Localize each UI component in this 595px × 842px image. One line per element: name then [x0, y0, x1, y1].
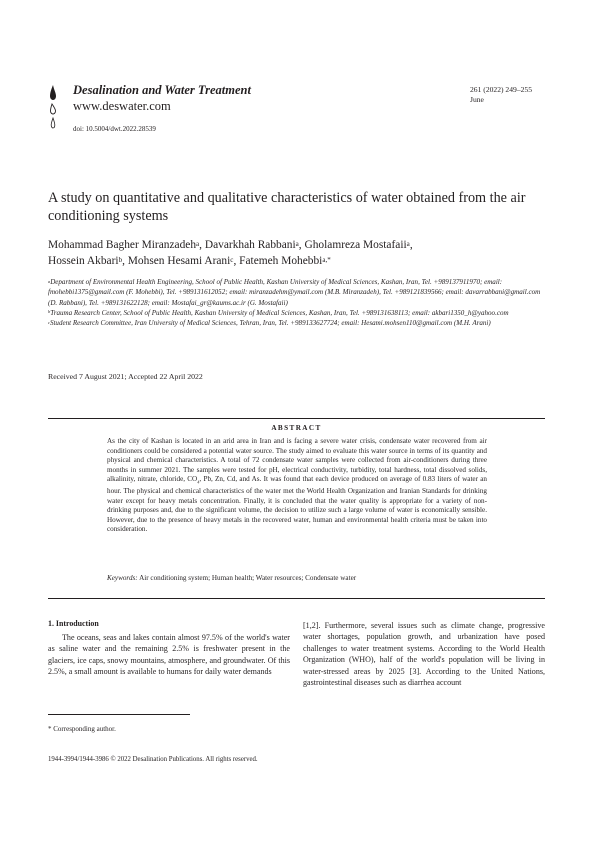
body-left-column: The oceans, seas and lakes contain almost 97.5% of the world's water as saline water and the remaining 2.5% is freshwater present in the glaciers, ice caps, snowy mountains, atmosphere, and groundwater. Of this 2.5%, a small amount is available to humans for daily water demands — [48, 633, 290, 677]
journal-name: Desalination and Water Treatment — [73, 83, 251, 97]
section-heading: 1. Introduction — [48, 619, 99, 628]
author-list — [48, 238, 548, 269]
received-dates: Received 7 August 2021; Accepted 22 April 2022 — [48, 372, 203, 381]
author: Hossein Akbari$^b$ — [48, 254, 123, 267]
footnote-rule — [48, 714, 190, 715]
keywords-label: Keywords: — [107, 574, 138, 582]
journal-logo — [47, 84, 59, 134]
affiliation-b: $^b$Trauma Research Center, School of Public Health, Kashan University of Medical Sciences, Kashan, Iran, Tel. +989131638113; email: akbari1350_h@yahoo.com — [48, 308, 509, 317]
affiliation-a: $^a$Department of Environmental Health Engineering, School of Public Health, Kashan University of Medical Sciences, Kashan, Iran, Tel. +989137911970; email: fmohebbi1375@gmail.com (F. Mohebbi), Tel. +989131612052; email: miranzadehm@ymail.com (M.B. Miranzadeh), Tel. +989121839566; email: davarrabbani@gmail.com (D. Rabbani), Tel. +989131622128; email: Mostafai_gr@kaums.ac.ir (G. Mostafaii) — [48, 278, 541, 307]
author: Mohammad Bagher Miranzadeh$^a$ — [48, 239, 200, 251]
keywords-list: Air conditioning system; Human health; Water resources; Condensate water — [139, 574, 357, 582]
body-right-column: [1,2]. Furthermore, several issues such as climate change, progressive water shortages, population growth, and urbanization have posed challenges to water treatment systems. According to the World Health Organization (WHO), half of the world's population will be living in water-stressed areas by 2025 [3]. According to the United Nations, gastrointestinal diseases such as diarrhea account — [303, 621, 545, 688]
abstract-top-rule — [48, 418, 545, 419]
footnote: * Corresponding author. — [48, 725, 116, 733]
affiliations — [48, 277, 548, 328]
author: Fatemeh Mohebbi$^{a,*}$ — [239, 254, 331, 267]
issue-info: 261 (2022) 249–255 — [470, 85, 533, 94]
author: Davarkhah Rabbani$^a$ — [204, 239, 299, 251]
authors-line-2: Hossein Akbari$^b$, Mohsen Hesami Arani$^c$, Fatemeh Mohebbi$^{a,*}$ — [48, 254, 331, 267]
author: Mohsen Hesami Arani$^c$ — [127, 254, 234, 267]
abstract-text: As the city of Kashan is located in an arid area in Iran and is facing a severe water crisis, condensate water recovered from air conditioners could be considered a potential water source. The study aimed to evaluate this water source in terms of its quantity and physical and chemical characteristics. A total of 72 condensate water samples were collected from air-conditioners during three months in summer 2021. The samples were tested for pH, electrical conductivity, turbidity, total hardness, total dissolved solids, alkalinity, nitrate, chloride, $CO_4$, Pb, Zn, Cd, and As. It was found that each device produced on average of 0.83 liters of water an hour. The physical and chemical characteristics of the water met the World Health Organization and Iranian Standards for drinking water except for heavy metals concentration. Finally, it is concluded that the water quality is appropriate for a variety of non-drinking purposes and, due to the significant volume, the decision to utilize such a large volume of water is economically sensible. However, due to the presence of heavy metals in the recovered water, human and environmental health criteria must be taken into consideration. — [107, 437, 487, 534]
abstract-heading: ABSTRACT — [271, 424, 322, 432]
affiliation-c: $^c$Student Research Committee, Iran University of Medical Sciences, Tehran, Iran, Tel. +989133627724; email: Hesami.mohsen110@gmail.com (M.H. Arani) — [48, 319, 491, 328]
copyright: 1944-3994/1944-3986 © 2022 Desalination Publications. All rights reserved. — [48, 756, 258, 763]
doi[interactable]: doi: 10.5004/dwt.2022.28539 — [73, 125, 156, 133]
keywords — [107, 574, 487, 582]
abstract-bottom-rule — [48, 598, 545, 599]
article-title: A study on quantitative and qualitative characteristics of water obtained from the air conditioning systems — [48, 190, 526, 224]
authors-line-1: Mohammad Bagher Miranzadeh$^a$, Davarkhah Rabbani$^a$, Gholamreza Mostafaii$^a$, — [48, 239, 413, 251]
issue-month: June — [470, 95, 484, 104]
author: Gholamreza Mostafaii$^a$ — [304, 239, 410, 251]
journal-url[interactable]: www.deswater.com — [73, 99, 171, 113]
